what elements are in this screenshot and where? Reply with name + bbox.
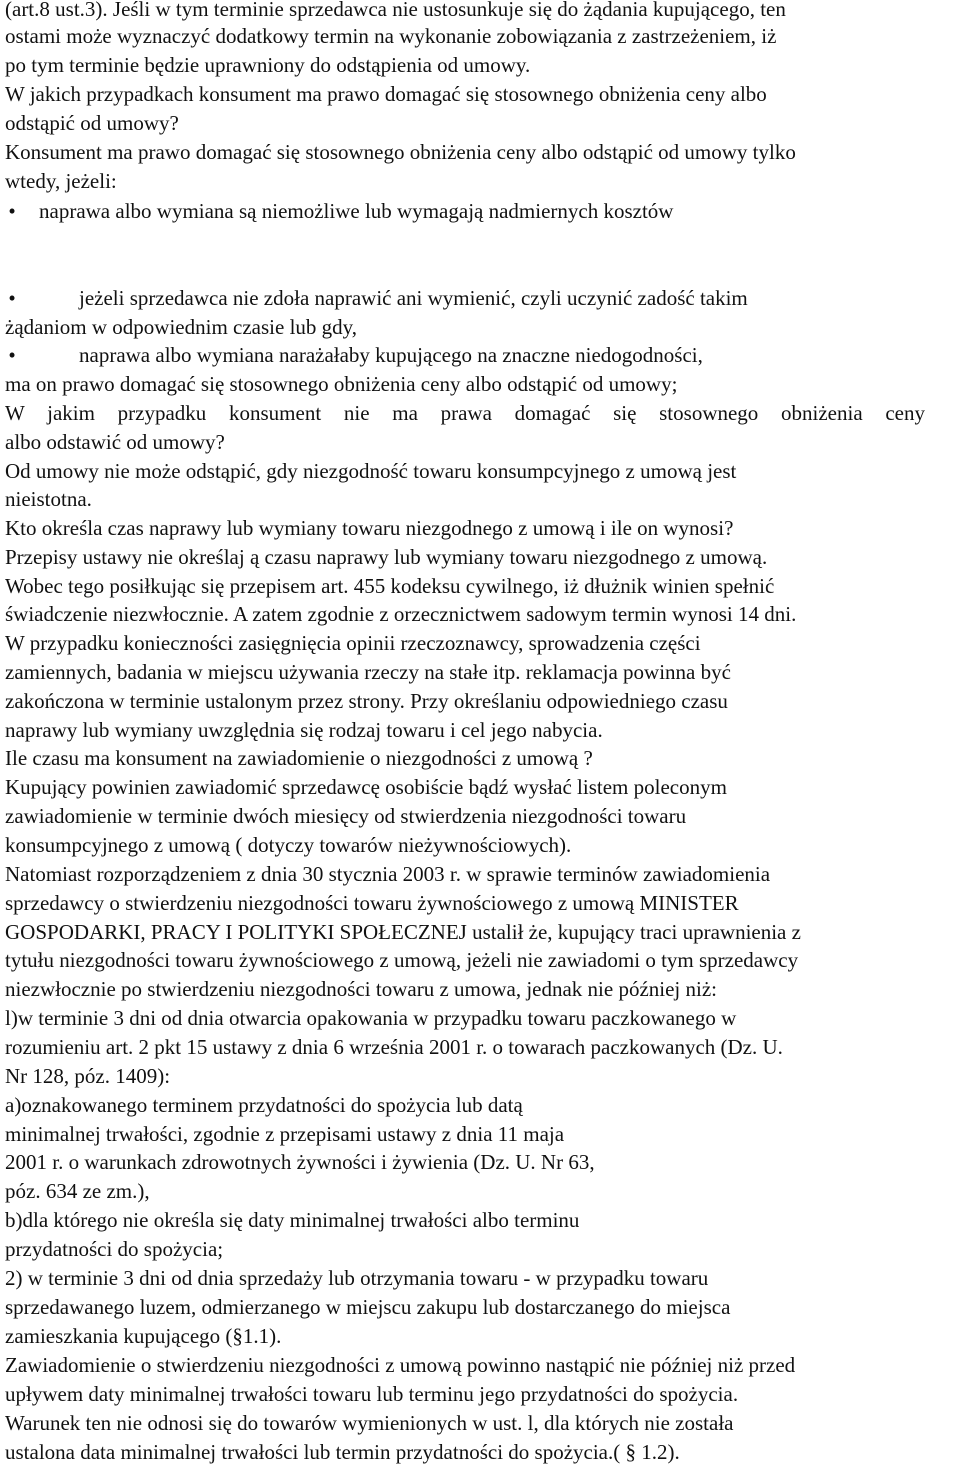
text-line: albo odstawić od umowy?: [5, 430, 225, 454]
text-line: póz. 634 ze zm.),: [5, 1179, 150, 1203]
text-line: po tym terminie będzie uprawniony do odstąpienia od umowy.: [5, 53, 531, 77]
text-line: rozumieniu art. 2 pkt 15 ustawy z dnia 6 września 2001 r. o towarach paczkowanych (Dz. U.: [5, 1035, 783, 1059]
text-line: zamiennych, badania w miejscu używania rzeczy na stałe itp. reklamacja powinna być: [5, 660, 731, 684]
text-line: żądaniom w odpowiednim czasie lub gdy,: [5, 315, 358, 339]
bullet-icon: •: [8, 199, 16, 223]
text-line: W jakim przypadku konsument nie ma prawa domagać się stosownego obniżenia ceny: [5, 401, 925, 425]
text-line: sprzedawanego luzem, odmierzanego w miejscu zakupu lub dostarczanego do miejsca: [5, 1295, 731, 1319]
text-line: zakończona w terminie ustalonym przez strony. Przy określaniu odpowiedniego czasu: [5, 689, 728, 713]
text-line: konsumpcyjnego z umową ( dotyczy towarów nieżywnościowych).: [5, 833, 572, 857]
text-line: Ile czasu ma konsument na zawiadomienie o niezgodności z umową ?: [5, 746, 593, 770]
text-line: Zawiadomienie o stwierdzeniu niezgodności z umową powinno nastąpić nie później niż przed: [5, 1353, 796, 1377]
text-line: W jakich przypadkach konsument ma prawo domagać się stosownego obniżenia ceny albo: [5, 82, 767, 106]
text-line: 2001 r. o warunkach zdrowotnych żywności i żywienia (Dz. U. Nr 63,: [5, 1150, 595, 1174]
text-line: Konsument ma prawo domagać się stosownego obniżenia ceny albo odstąpić od umowy tylko: [5, 140, 796, 164]
list-item: jeżeli sprzedawca nie zdoła naprawić ani wymienić, czyli uczynić zadość takim: [79, 286, 748, 310]
bullet-icon: •: [8, 286, 16, 310]
text-line: Natomiast rozporządzeniem z dnia 30 stycznia 2003 r. w sprawie terminów zawiadomienia: [5, 862, 771, 886]
text-line: ma on prawo domagać się stosownego obniżenia ceny albo odstąpić od umowy;: [5, 372, 678, 396]
text-line: Kupujący powinien zawiadomić sprzedawcę osobiście bądź wysłać listem poleconym: [5, 775, 727, 799]
text-line: minimalnej trwałości, zgodnie z przepisami ustawy z dnia 11 maja: [5, 1122, 565, 1146]
list-item: naprawa albo wymiana są niemożliwe lub wymagają nadmiernych kosztów: [39, 199, 674, 223]
bullet-icon: •: [8, 343, 16, 367]
text-line: Nr 128, póz. 1409):: [5, 1064, 171, 1088]
text-line: wtedy, jeżeli:: [5, 169, 117, 193]
text-line: a)oznakowanego terminem przydatności do spożycia lub datą: [5, 1093, 523, 1117]
text-line: upływem daty minimalnej trwałości towaru lub terminu jego przydatności do spożycia.: [5, 1382, 739, 1406]
text-line: l)w terminie 3 dni od dnia otwarcia opakowania w przypadku towaru paczkowanego w: [5, 1006, 737, 1030]
text-line: b)dla którego nie określa się daty minimalnej trwałości albo terminu: [5, 1208, 580, 1232]
text-line: Wobec tego posiłkując się przepisem art. 455 kodeksu cywilnego, iż dłużnik winien spełnić: [5, 574, 775, 598]
text-line: GOSPODARKI, PRACY I POLITYKI SPOŁECZNEJ ustalił że, kupujący traci uprawnienia z: [5, 920, 801, 944]
text-line: przydatności do spożycia;: [5, 1237, 224, 1261]
text-line: (art.8 ust.3). Jeśli w tym terminie sprzedawca nie ustosunkuje się do żądania kupującego, ten: [5, 0, 786, 21]
text-line: Przepisy ustawy nie określaj ą czasu naprawy lub wymiany towaru niezgodnego z umową.: [5, 545, 768, 569]
text-line: odstąpić od umowy?: [5, 111, 179, 135]
text-line: sprzedawcy o stwierdzeniu niezgodności towaru żywnościowego z umową MINISTER: [5, 891, 739, 915]
text-line: tytułu niezgodności towaru żywnościowego z umową, jeżeli nie zawiadomi o tym sprzedawcy: [5, 948, 799, 972]
text-line: nieistotna.: [5, 487, 92, 511]
text-line: W przypadku konieczności zasięgnięcia opinii rzeczoznawcy, sprowadzenia części: [5, 631, 701, 655]
text-line: Kto określa czas naprawy lub wymiany towaru niezgodnego z umową i ile on wynosi?: [5, 516, 734, 540]
text-line: ostami może wyznaczyć dodatkowy termin na wykonanie zobowiązania z zastrzeżeniem, iż: [5, 24, 777, 48]
text-line: zawiadomienie w terminie dwóch miesięcy od stwierdzenia niezgodności towaru: [5, 804, 687, 828]
text-line: zamieszkania kupującego (§1.1).: [5, 1324, 282, 1348]
text-line: niezwłocznie po stwierdzeniu niezgodności towaru z umowa, jednak nie później niż:: [5, 977, 718, 1001]
text-line: Warunek ten nie odnosi się do towarów wymienionych w ust. l, dla których nie została: [5, 1411, 734, 1435]
text-line: świadczenie niezwłocznie. A zatem zgodnie z orzecznictwem sadowym termin wynosi 14 dni.: [5, 602, 797, 626]
text-line: naprawy lub wymiany uwzględnia się rodzaj towaru i cel jego nabycia.: [5, 718, 603, 742]
list-item: naprawa albo wymiana narażałaby kupującego na znaczne niedogodności,: [79, 343, 703, 367]
text-line: 2) w terminie 3 dni od dnia sprzedaży lub otrzymania towaru - w przypadku towaru: [5, 1266, 709, 1290]
text-line: ustalona data minimalnej trwałości lub termin przydatności do spożycia.( § 1.2).: [5, 1440, 680, 1464]
text-line: Od umowy nie może odstąpić, gdy niezgodność towaru konsumpcyjnego z umową jest: [5, 459, 737, 483]
